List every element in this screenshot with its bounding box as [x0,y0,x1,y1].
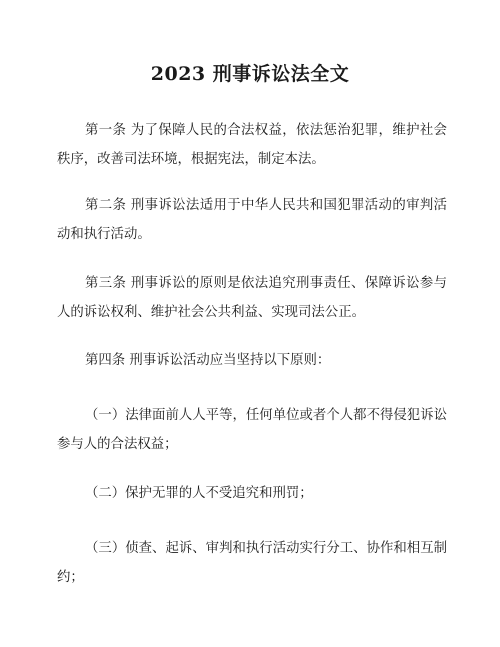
document-title: 2023 刑事诉讼法全文 [150,63,350,85]
article-1-paragraph: 第一条 为了保障人民的合法权益，依法惩治犯罪，维护社会秩序，改善司法环境，根据宪法，制定本法。 [57,123,447,167]
article-4-paragraph: 第四条 刑事诉讼活动应当坚持以下原则： [85,353,331,368]
principle-3-paragraph: （三）侦查、起诉、审判和执行活动实行分工、协作和相互制约； [57,541,447,585]
article-2-paragraph: 第二条 刑事诉讼法适用于中华人民共和国犯罪活动的审判活动和执行活动。 [57,198,447,242]
principle-1-paragraph: （一）法律面前人人平等，任何单位或者个人都不得侵犯诉讼参与人的合法权益； [57,408,447,452]
principle-2-paragraph: （二）保护无罪的人不受追究和刑罚； [85,486,313,501]
article-3-paragraph: 第三条 刑事诉讼的原则是依法追究刑事责任、保障诉讼参与人的诉讼权利、维护社会公共利益、实现司法公正。 [57,276,447,320]
